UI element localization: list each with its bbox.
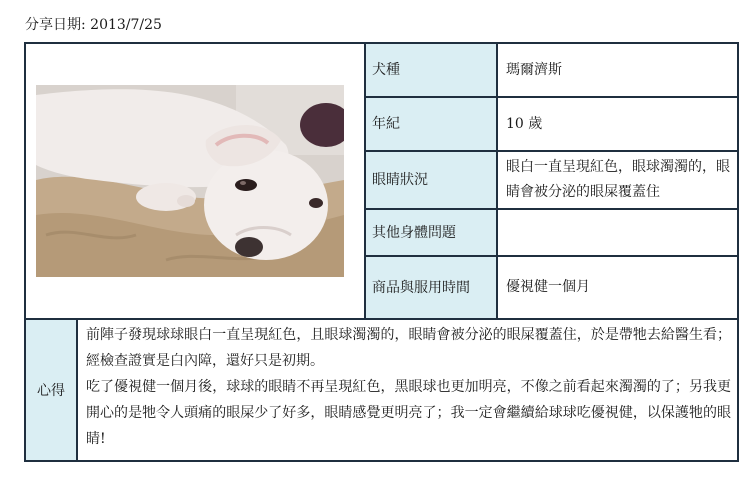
review-text xyxy=(77,319,738,461)
testimonial-table xyxy=(24,42,739,462)
share-date: 分享日期: 2013/7/25 xyxy=(25,17,162,33)
age-value: 10 歲 xyxy=(497,97,738,151)
review-paragraph-2: 吃了優視健一個月後，球球的眼睛不再呈現紅色，黑眼球也更加明亮，不像之前看起來濁濁的了；另我更開心的是牠令人頭痛的眼屎少了好多，眼睛感覺更明亮了；我一定會繼續給球球吃優視健，以保護牠的眼睛! xyxy=(86,379,731,447)
product-duration-label: 商品與服用時間 xyxy=(365,256,497,319)
review-paragraph-1: 前陣子發現球球眼白一直呈現紅色，且眼球濁濁的，眼睛會被分泌的眼屎覆蓋住，於是帶牠去給醫生看；經檢查證實是白內障，還好只是初期。 xyxy=(86,327,731,369)
product-duration-value: 優視健一個月 xyxy=(497,256,738,319)
breed-value: 瑪爾濟斯 xyxy=(497,43,738,97)
review-label: 心得 xyxy=(25,319,77,461)
eye-condition-value: 眼白一直呈現紅色，眼球濁濁的，眼睛會被分泌的眼屎覆蓋住 xyxy=(497,151,738,209)
dog-photo xyxy=(36,85,344,277)
other-issues-label: 其他身體問題 xyxy=(365,209,497,256)
other-issues-value xyxy=(497,209,738,256)
photo-cell xyxy=(25,43,365,319)
age-label: 年紀 xyxy=(365,97,497,151)
breed-label: 犬種 xyxy=(365,43,497,97)
eye-condition-label: 眼睛狀況 xyxy=(365,151,497,209)
